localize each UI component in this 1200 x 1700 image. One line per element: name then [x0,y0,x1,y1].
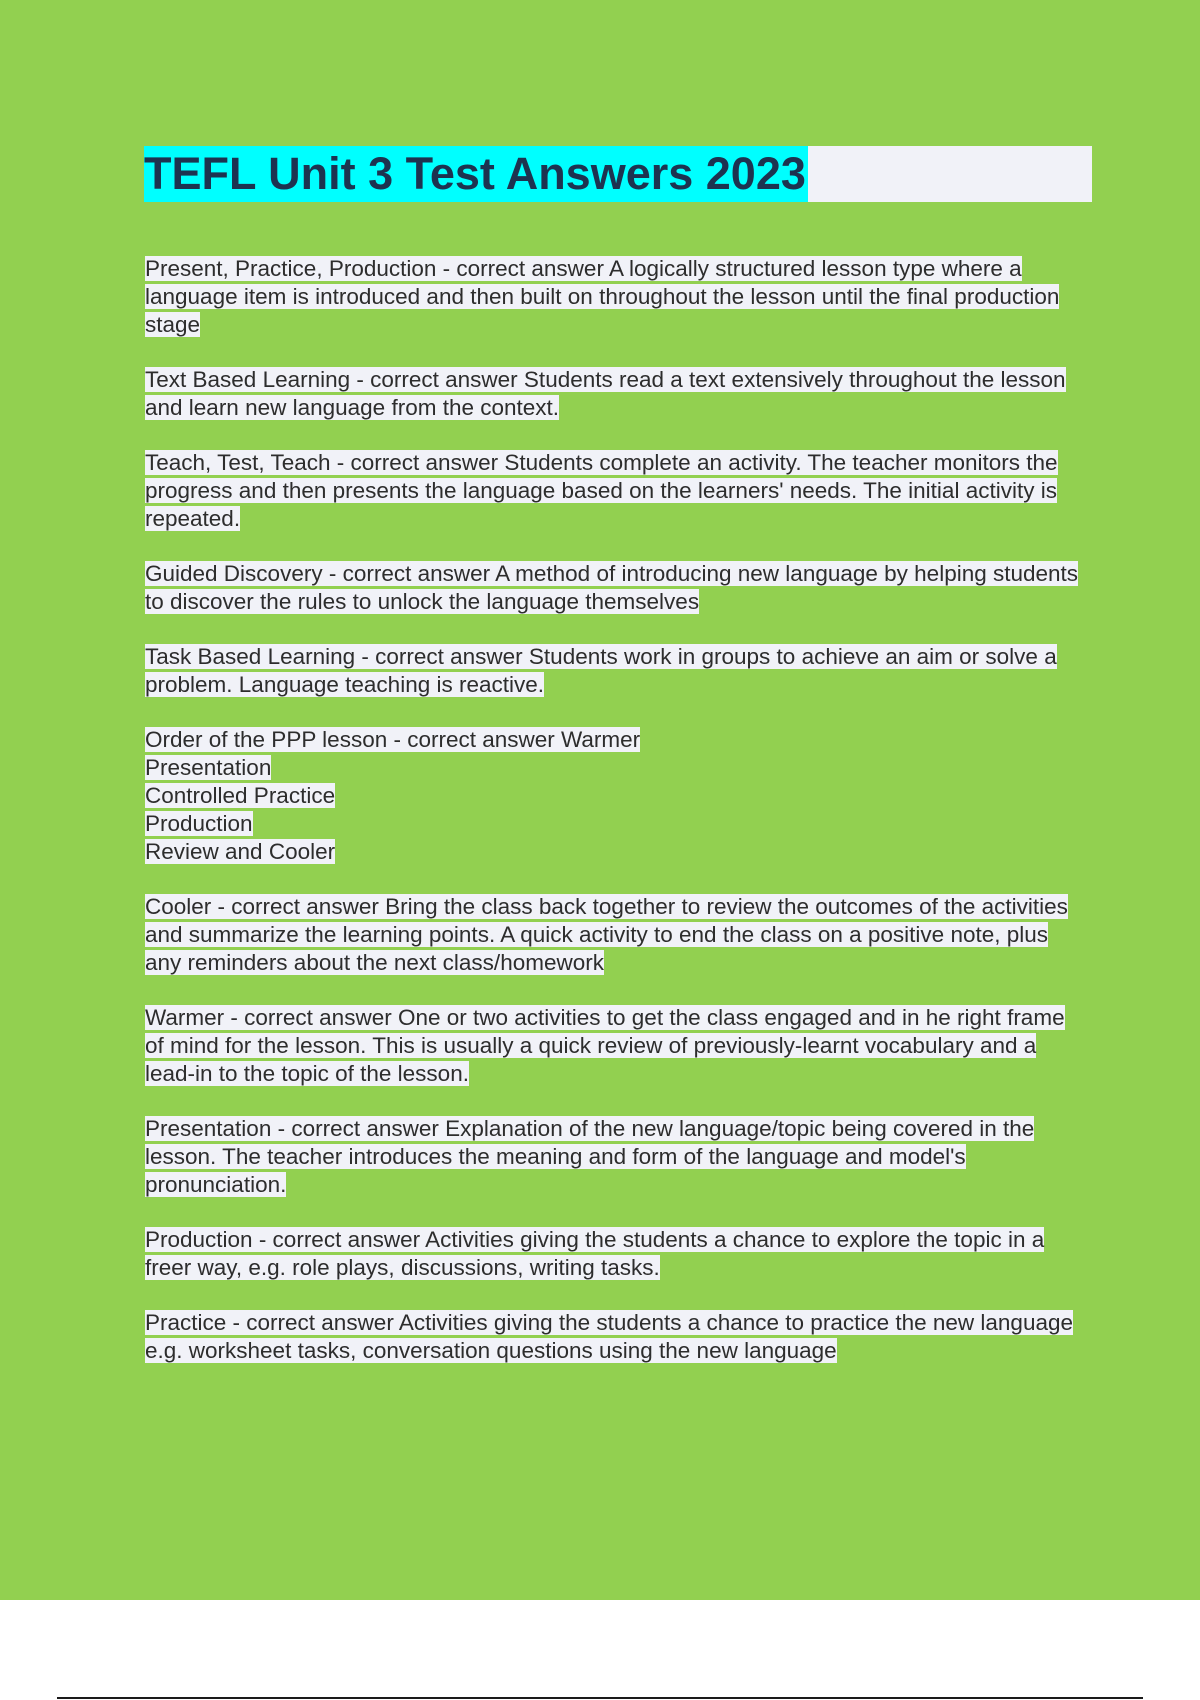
qa-entry-text: Production - correct answer Activities giving the students a chance to explore the topic in a freer way, e.g. role plays, discussions, writing tasks. [145,1227,1045,1280]
qa-entry-text: Teach, Test, Teach - correct answer Students complete an activity. The teacher monitors the progress and then presents the language based on the learners' needs. The initial activity is repeated. [145,450,1058,531]
order-line [145,810,1080,838]
document-body [145,255,1080,1392]
order-line-text: Review and Cooler [145,839,336,864]
order-line-text: Controlled Practice [145,783,336,808]
order-line-text: Presentation [145,755,272,780]
order-line-text: Order of the PPP lesson - correct answer Warmer [145,727,641,752]
qa-entry-guided-discovery [145,560,1080,616]
qa-entry-text: Task Based Learning - correct answer Students work in groups to achieve an aim or solve a problem. Language teaching is reactive. [145,644,1057,697]
qa-entry-text: Present, Practice, Production - correct answer A logically structured lesson type where a language item is introduced and then built on throughout the lesson until the final production stage [145,256,1060,337]
qa-entry-text: Text Based Learning - correct answer Students read a text extensively throughout the lesson and learn new language from the context. [145,367,1066,420]
qa-entry-text: Cooler - correct answer Bring the class back together to review the outcomes of the activities and summarize the learning points. A quick activity to end the class on a positive note, plus any reminders about the next class/homework [145,894,1068,975]
qa-entry-text-based-learning [145,366,1080,422]
order-line [145,838,1080,866]
footer-divider [57,1697,1143,1699]
order-line-text: Production [145,811,253,836]
qa-entry-text: Practice - correct answer Activities giving the students a chance to practice the new language e.g. worksheet tasks, conversation questions using the new language [145,1310,1073,1363]
qa-entry-text: Guided Discovery - correct answer A method of introducing new language by helping students to discover the rules to unlock the language themselves [145,561,1079,614]
qa-entry-ppp-order [145,726,1080,866]
qa-entry-practice [145,1309,1080,1365]
qa-entry-task-based-learning [145,643,1080,699]
qa-entry-presentation [145,1115,1080,1199]
qa-entry-production [145,1226,1080,1282]
qa-entry-ppp [145,255,1080,339]
order-line [145,726,1080,754]
qa-entry-teach-test-teach [145,449,1080,533]
qa-entry-cooler [145,893,1080,977]
qa-entry-text: Warmer - correct answer One or two activities to get the class engaged and in he right frame of mind for the lesson. This is usually a quick review of previously-learnt vocabulary and a lead-in to the topic of the lesson. [145,1005,1065,1086]
document-title: TEFL Unit 3 Test Answers 2023 [144,146,808,202]
qa-entry-warmer [145,1004,1080,1088]
qa-entry-text: Presentation - correct answer Explanation of the new language/topic being covered in the lesson. The teacher introduces the meaning and form of the language and model's pronunciation. [145,1116,1035,1197]
order-line [145,782,1080,810]
order-line [145,754,1080,782]
